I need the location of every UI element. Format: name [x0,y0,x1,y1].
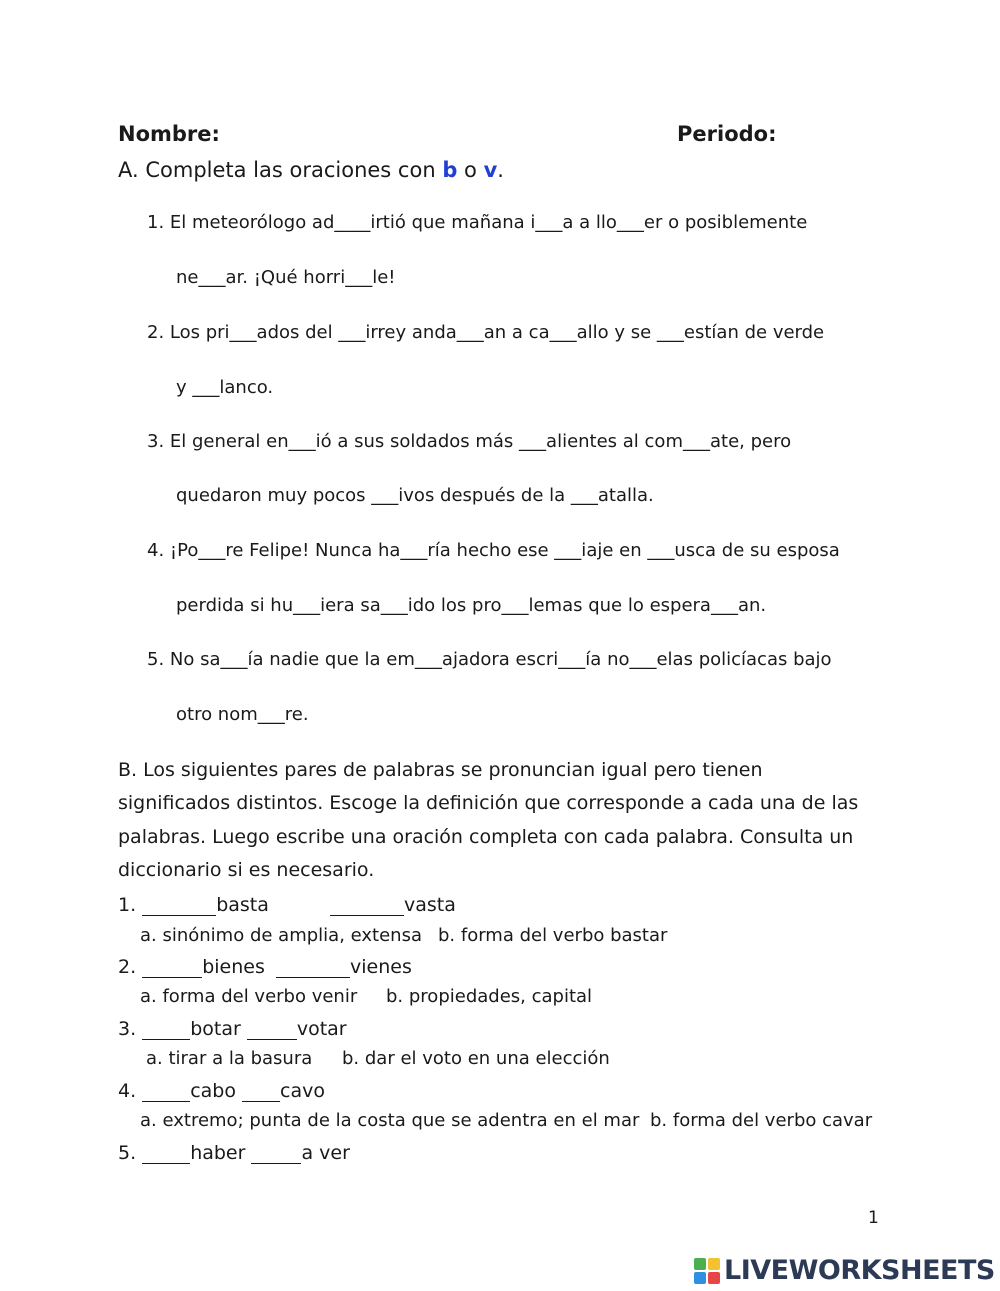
word-pair-row [118,893,269,916]
title-mid: o [457,158,484,182]
definition-a: a. tirar a la basura [146,1048,313,1069]
period-label: Periodo: [677,122,777,146]
definition-b: b. dar el voto en una elección [342,1048,610,1069]
item-number: 4. [118,1080,137,1102]
letter-b: b [442,158,458,182]
word-1: haber [190,1142,246,1164]
name-label: Nombre: [118,122,220,146]
answer-blank[interactable] [142,955,202,978]
definition-b: b. forma del verbo cavar [650,1110,873,1131]
word-pair-row [118,1017,347,1040]
word-1: basta [216,894,269,916]
word-pair-row [118,1141,350,1164]
word-1: cabo [190,1080,236,1102]
answer-blank[interactable] [247,1017,297,1040]
definition-a: a. extremo; punta de la costa que se adentra en el mar [140,1110,640,1131]
title-suffix: . [497,158,504,182]
word-pair-row [118,1079,325,1102]
sentence-line: perdida si hu___iera sa___ido los pro___lemas que lo espera___an. [176,595,767,616]
sentence-line: 1. El meteorólogo ad____irtió que mañana i___a a llo___er o posiblemente [147,212,808,233]
definition-b: b. forma del verbo bastar [438,925,668,946]
item-number: 2. [118,956,137,978]
letter-v: v [483,158,498,182]
word-1: botar [190,1018,241,1040]
item-number: 5. [118,1142,137,1164]
answer-blank[interactable] [142,1141,190,1164]
definition-b: b. propiedades, capital [386,986,593,1007]
sentence-line: quedaron muy pocos ___ivos después de la ___atalla. [176,485,654,506]
sentence-line: y ___lanco. [176,377,274,398]
answer-blank[interactable] [142,1017,190,1040]
sentence-line: otro nom___re. [176,704,309,725]
word-pair-row [118,955,265,978]
title-prefix: A. Completa las oraciones con [118,158,443,182]
word-2: cavo [280,1080,325,1102]
definition-a: a. sinónimo de amplia, extensa [140,925,422,946]
definition-a: a. forma del verbo venir [140,986,358,1007]
answer-blank[interactable] [142,1079,190,1102]
liveworksheets-logo [694,1255,995,1286]
word-pair-second [330,893,456,916]
word-2: a ver [301,1142,350,1164]
section-b-intro-line: diccionario si es necesario. [118,859,375,881]
section-a-title [118,158,504,182]
section-b-intro-line: B. Los siguientes pares de palabras se pronuncian igual pero tienen [118,759,763,781]
sentence-line: ne___ar. ¡Qué horri___le! [176,267,396,288]
word-2: vasta [404,894,456,916]
item-number: 1. [118,894,137,916]
word-pair-second [276,955,412,978]
logo-text: LIVEWORKSHEETS [724,1255,995,1286]
answer-blank[interactable] [251,1141,301,1164]
logo-blocks-icon [694,1258,720,1284]
answer-blank[interactable] [142,893,216,916]
sentence-line: 2. Los pri___ados del ___irrey anda___an a ca___allo y se ___estían de verde [147,322,825,343]
sentence-line: 5. No sa___ía nadie que la em___ajadora escri___ía no___elas policíacas bajo [147,649,832,670]
sentence-line: 3. El general en___ió a sus soldados más ___alientes al com___ate, pero [147,431,792,452]
word-2: vienes [350,956,412,978]
section-b-intro-line: significados distintos. Escoge la definición que corresponde a cada una de las [118,792,859,814]
word-2: votar [296,1018,347,1040]
section-b-intro-line: palabras. Luego escribe una oración completa con cada palabra. Consulta un [118,826,854,848]
word-1: bienes [202,956,265,978]
answer-blank[interactable] [276,955,350,978]
item-number: 3. [118,1018,137,1040]
page-number: 1 [868,1208,879,1228]
answer-blank[interactable] [330,893,404,916]
sentence-line: 4. ¡Po___re Felipe! Nunca ha___ría hecho ese ___iaje en ___usca de su esposa [147,540,840,561]
answer-blank[interactable] [242,1079,280,1102]
